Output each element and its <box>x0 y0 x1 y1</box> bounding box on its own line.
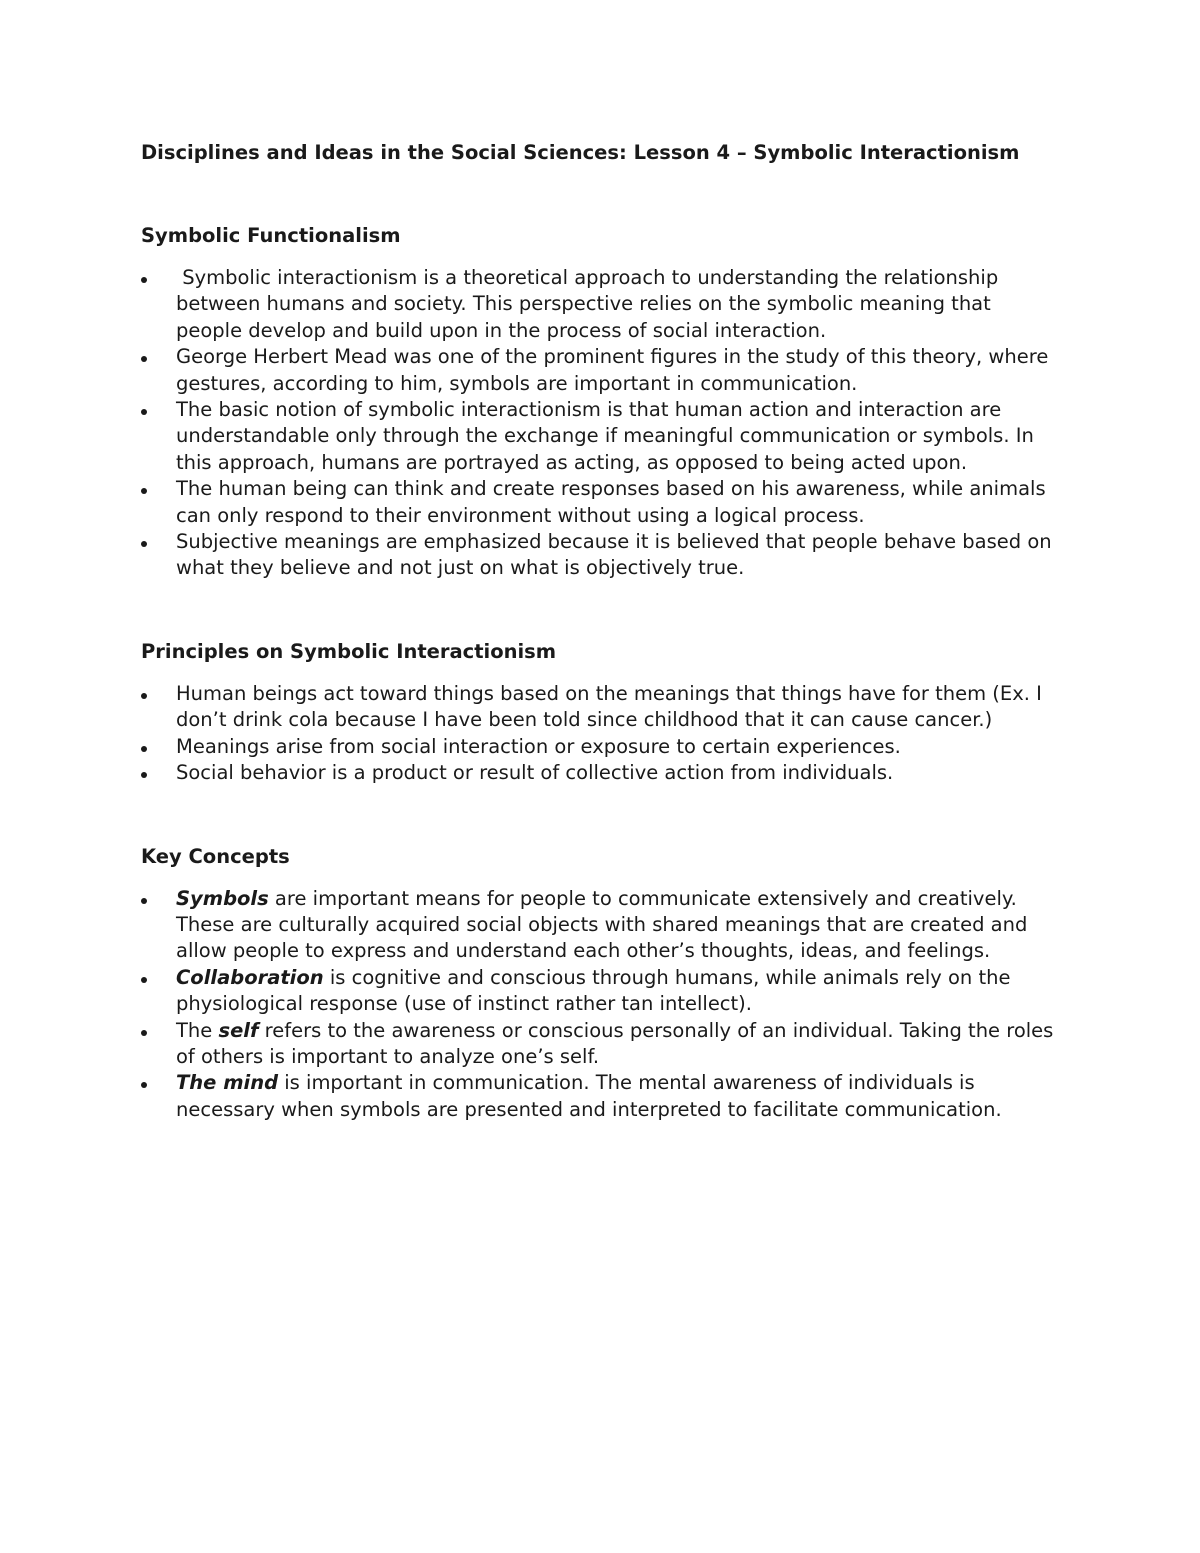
section-key-concepts <box>141 843 1061 1124</box>
list-item-text: is important in communication. The mental awareness of individuals is necessary when symbols are presented and interpreted to facilitate communication. <box>176 1071 1002 1121</box>
key-term: The mind <box>176 1071 279 1095</box>
list-item <box>141 476 1061 529</box>
list-item-pre: The <box>176 1018 219 1042</box>
list-item <box>141 760 1061 786</box>
bullet-list <box>141 886 1061 1124</box>
list-item <box>141 1070 1061 1123</box>
key-term: Collaboration <box>176 965 324 989</box>
bullet-icon <box>141 1082 147 1088</box>
document-title: Disciplines and Ideas in the Social Sciences: Lesson 4 – Symbolic Interactionism <box>141 141 1020 164</box>
list-item-text: George Herbert Mead was one of the prominent figures in the study of this theory, where gestures, according to him, symbols are important in communication. <box>176 345 1049 395</box>
key-term: Symbols <box>176 886 269 910</box>
list-item-text: refers to the awareness or conscious personally of an individual. Taking the roles of others is important to analyze one’s self. <box>176 1018 1054 1068</box>
list-item-text: are important means for people to communicate extensively and creatively. These are culturally acquired social objects with shared meanings that are created and allow people to express and understand each other’s thoughts, ideas, and feelings. <box>176 886 1028 963</box>
section-symbolic-functionalism <box>141 222 1061 582</box>
list-item <box>141 965 1061 1018</box>
bullet-icon <box>141 488 147 494</box>
list-item <box>141 265 1061 344</box>
list-item-text: The basic notion of symbolic interactionism is that human action and interaction are understandable only through the exchange if meaningful communication or symbols. In this approach, humans are portrayed as acting, as opposed to being acted upon. <box>176 398 1034 474</box>
section-principles <box>141 638 1061 787</box>
list-item-text: Meanings arise from social interaction or exposure to certain experiences. <box>176 734 901 758</box>
bullet-icon <box>141 746 147 752</box>
list-item-text: The human being can think and create responses based on his awareness, while animals can only respond to their environment without using a logical process. <box>176 477 1046 527</box>
list-item <box>141 1018 1061 1071</box>
list-item <box>141 344 1061 397</box>
list-item <box>141 681 1061 734</box>
bullet-icon <box>141 277 147 283</box>
bullet-icon <box>141 356 147 362</box>
list-item-text: Subjective meanings are emphasized because it is believed that people behave based on what they believe and not just on what is objectively true. <box>176 530 1052 580</box>
list-item-text: Human beings act toward things based on the meanings that things have for them (Ex. I don’t drink cola because I have been told since childhood that it can cause cancer.) <box>176 681 1042 732</box>
bullet-icon <box>141 898 147 904</box>
bullet-list <box>141 681 1061 787</box>
list-item-text: Symbolic interactionism is a theoretical approach to understanding the relationship between humans and society. This perspective relies on the symbolic meaning that people develop and build upon in the process of social interaction. <box>176 266 1005 342</box>
bullet-icon <box>141 541 147 547</box>
section-heading: Principles on Symbolic Interactionism <box>141 639 557 663</box>
list-item-text: is cognitive and conscious through humans, while animals rely on the physiological response (use of instinct rather tan intellect). <box>176 965 1011 1016</box>
list-item <box>141 529 1061 582</box>
list-item <box>141 734 1061 760</box>
section-heading: Key Concepts <box>141 844 290 868</box>
bullet-icon <box>141 772 147 778</box>
bullet-icon <box>141 977 147 983</box>
list-item-text: Social behavior is a product or result of collective action from individuals. <box>176 761 894 785</box>
bullet-list <box>141 265 1061 582</box>
bullet-icon <box>141 1030 147 1036</box>
bullet-icon <box>141 409 147 415</box>
list-item <box>141 886 1061 965</box>
section-heading: Symbolic Functionalism <box>141 224 401 247</box>
document-page <box>141 139 1061 1123</box>
list-item <box>141 397 1061 476</box>
bullet-icon <box>141 693 147 699</box>
key-term: self <box>218 1018 259 1042</box>
